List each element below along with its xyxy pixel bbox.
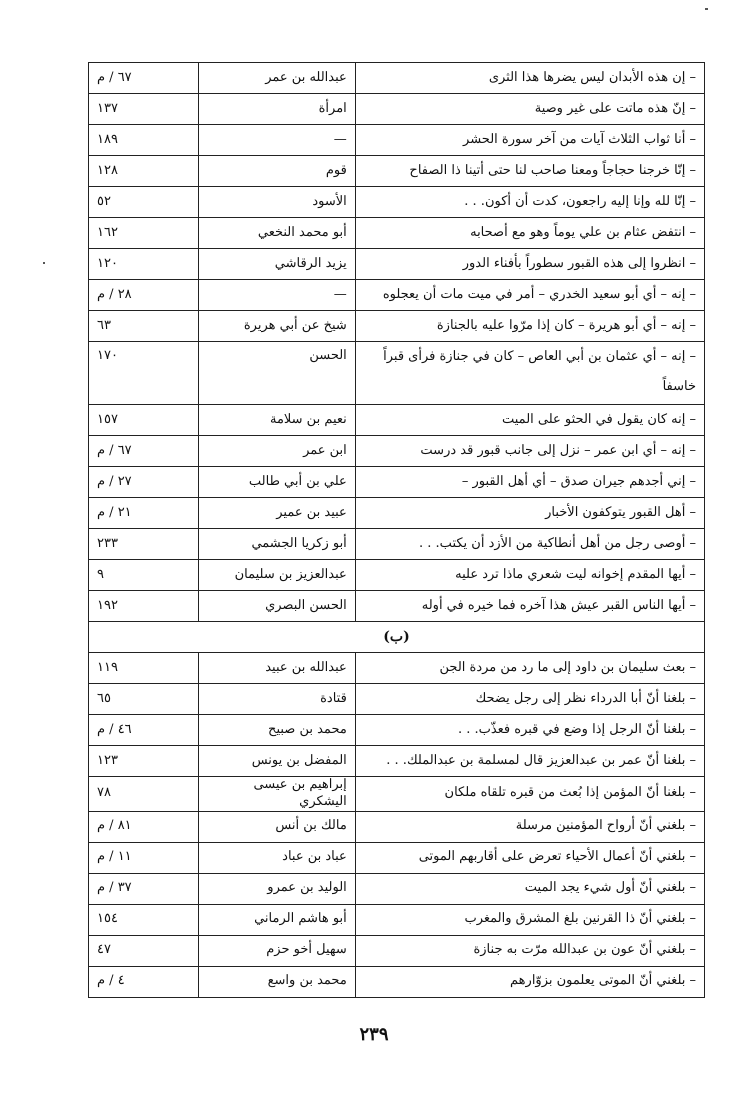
page-ref-cell: ٩ [89,560,199,591]
narrator-cell: يزيد الرقاشي [199,249,356,280]
table-row [89,187,705,218]
hadith-text-cell: – إني أجدهم جيران صدق – أي أهل القبور – [355,467,704,498]
narrator-cell: محمد بن واسع [199,966,356,997]
table-row [89,684,705,715]
narrator-cell: — [199,280,356,311]
hadith-text-cell: – بلغنا أنّ عمر بن عبدالعزيز قال لمسلمة بن عبدالملك. . . [355,746,704,777]
hadith-text-cell: – بلغني أنّ ذا القرنين بلغ المشرق والمغرب [355,904,704,935]
section-heading: (ب) [89,622,705,653]
hadith-text-cell: – انظروا إلى هذه القبور سطوراً بأفناء الدور [355,249,704,280]
hadith-text-cell: – أيها المقدم إخوانه ليت شعري ماذا ترد عليه [355,560,704,591]
hadith-text-cell: – أيها الناس القبر عيش هذا آخره فما خيره في أوله [355,591,704,622]
narrator-cell: أبو محمد النخعي [199,218,356,249]
hadith-text-cell: – إنه كان يقول في الحثو على الميت [355,405,704,436]
page-ref-cell: ١٨٩ [89,125,199,156]
table-row [89,842,705,873]
narrator-cell: قوم [199,156,356,187]
narrator-cell: — [199,125,356,156]
page-ref-cell: ١٦٢ [89,218,199,249]
hadith-text-cell: – أهل القبور يتوكفون الأخبار [355,498,704,529]
page-ref-cell: ١٢٨ [89,156,199,187]
table-row [89,156,705,187]
hadith-text-cell: – إنّا لله وإنا إليه راجعون، كدت أن أكون. . . [355,187,704,218]
page-ref-cell: ٢٨ / م [89,280,199,311]
hadith-text-cell: – إنّا خرجنا حجاجاً ومعنا صاحب لنا حتى أتينا ذا الصفاح [355,156,704,187]
table-row [89,125,705,156]
hadith-text-cell: – إنّ هذه ماتت على غير وصية [355,94,704,125]
table-row [89,498,705,529]
page-ref-cell: ١٢٣ [89,746,199,777]
page-ref-cell: ٢٣٣ [89,529,199,560]
page-ref-cell: ٤ / م [89,966,199,997]
narrator-cell: عبدالله بن عمر [199,63,356,94]
hadith-text-cell: – بلغني أنّ أعمال الأحياء تعرض على أقاربهم الموتى [355,842,704,873]
table-row [89,746,705,777]
page-ref-cell: ٧٨ [89,777,199,812]
page-ref-cell: ١٧٠ [89,342,199,405]
hadith-text-cell: – بلغني أنّ أول شيء يجد الميت [355,873,704,904]
narrator-cell: إبراهيم بن عيسى اليشكري [199,777,356,812]
narrator-cell: محمد بن صبيح [199,715,356,746]
table-row [89,966,705,997]
hadith-text-cell: – أنا ثواب الثلاث آيات من آخر سورة الحشر [355,125,704,156]
page-number: ٢٣٩ [359,1024,389,1045]
narrator-cell: علي بن أبي طالب [199,467,356,498]
narrator-cell: المفضل بن يونس [199,746,356,777]
hadith-text-cell: – بلغني أنّ عون بن عبدالله مرّت به جنازة [355,935,704,966]
table-row [89,436,705,467]
page-ref-cell: ٤٧ [89,935,199,966]
page-ref-cell: ٦٧ / م [89,63,199,94]
table-row [89,405,705,436]
narrator-cell: مالك بن أنس [199,811,356,842]
hadith-text-cell: – إنه – أي ابن عمر – نزل إلى جانب قبور قد درست [355,436,704,467]
table-row [89,249,705,280]
page-ref-cell: ١٥٧ [89,405,199,436]
page-ref-cell: ٦٧ / م [89,436,199,467]
hadith-text-cell: – أوصى رجل من أهل أنطاكية من الأزد أن يكتب. . . [355,529,704,560]
hadith-text-cell: – بلغني أنّ أرواح المؤمنين مرسلة [355,811,704,842]
table-row [89,218,705,249]
page-ref-cell: ١٣٧ [89,94,199,125]
page-ref-cell: ١٢٠ [89,249,199,280]
page-ref-cell: ٢١ / م [89,498,199,529]
table-row [89,560,705,591]
table-row [89,777,705,812]
page-ref-cell: ٨١ / م [89,811,199,842]
table-row [89,811,705,842]
page-ref-cell: ٦٣ [89,311,199,342]
narrator-cell: الوليد بن عمرو [199,873,356,904]
narrator-cell: نعيم بن سلامة [199,405,356,436]
hadith-text-cell: – بلغنا أنّ المؤمن إذا بُعث من قبره تلقاه ملكان [355,777,704,812]
table-row [89,529,705,560]
page-ref-cell: ١١٩ [89,653,199,684]
hadith-text-cell: – إن هذه الأبدان ليس يضرها هذا الثرى [355,63,704,94]
narrator-cell: عبدالله بن عبيد [199,653,356,684]
table-row [89,63,705,94]
hadith-text-cell: – بلغني أنّ الموتى يعلمون بزوّارهم [355,966,704,997]
table-row [89,715,705,746]
scan-speck [705,8,708,10]
table-row [89,94,705,125]
hadith-text-cell: – انتفض عثام بن علي يوماً وهو مع أصحابه [355,218,704,249]
hadith-text-cell: – بلغنا أنّ الرجل إذا وضع في قبره فعذّب. . . [355,715,704,746]
section-row [89,622,705,653]
page-ref-cell: ٦٥ [89,684,199,715]
narrator-cell: عبدالعزيز بن سليمان [199,560,356,591]
hadith-text-cell: – بعث سليمان بن داود إلى ما رد من مردة الجن [355,653,704,684]
narrator-cell: الحسن [199,342,356,405]
hadith-text-cell: – إنه – أي عثمان بن أبي العاص – كان في جنازة فرأى قبراً خاسفاً [355,342,704,405]
table-row [89,935,705,966]
narrator-cell: ابن عمر [199,436,356,467]
scan-speck [43,262,45,264]
page-ref-cell: ١٥٤ [89,904,199,935]
narrator-cell: عباد بن عباد [199,842,356,873]
page-ref-cell: ٢٧ / م [89,467,199,498]
narrator-cell: سهيل أخو حزم [199,935,356,966]
page-ref-cell: ١١ / م [89,842,199,873]
narrator-cell: عبيد بن عمير [199,498,356,529]
hadith-text-cell: – إنه – أي أبو سعيد الخدري – أمر في ميت مات أن يعجلوه [355,280,704,311]
table-row [89,311,705,342]
table-row [89,873,705,904]
hadith-text-cell: – بلغنا أنّ أبا الدرداء نظر إلى رجل يضحك [355,684,704,715]
table-row [89,467,705,498]
table-row [89,904,705,935]
page-ref-cell: ٥٢ [89,187,199,218]
table-row [89,342,705,405]
narrator-cell: الحسن البصري [199,591,356,622]
narrator-cell: أبو زكريا الجشمي [199,529,356,560]
narrator-cell: الأسود [199,187,356,218]
narrator-cell: امرأة [199,94,356,125]
table-row [89,591,705,622]
hadith-text-cell: – إنه – أي أبو هريرة – كان إذا مرّوا عليه بالجنازة [355,311,704,342]
narrator-cell: أبو هاشم الرماني [199,904,356,935]
narrator-cell: قتادة [199,684,356,715]
index-table [88,62,705,998]
page-ref-cell: ٣٧ / م [89,873,199,904]
table-row [89,653,705,684]
narrator-cell: شيخ عن أبي هريرة [199,311,356,342]
page-ref-cell: ٤٦ / م [89,715,199,746]
page-ref-cell: ١٩٢ [89,591,199,622]
table-row [89,280,705,311]
